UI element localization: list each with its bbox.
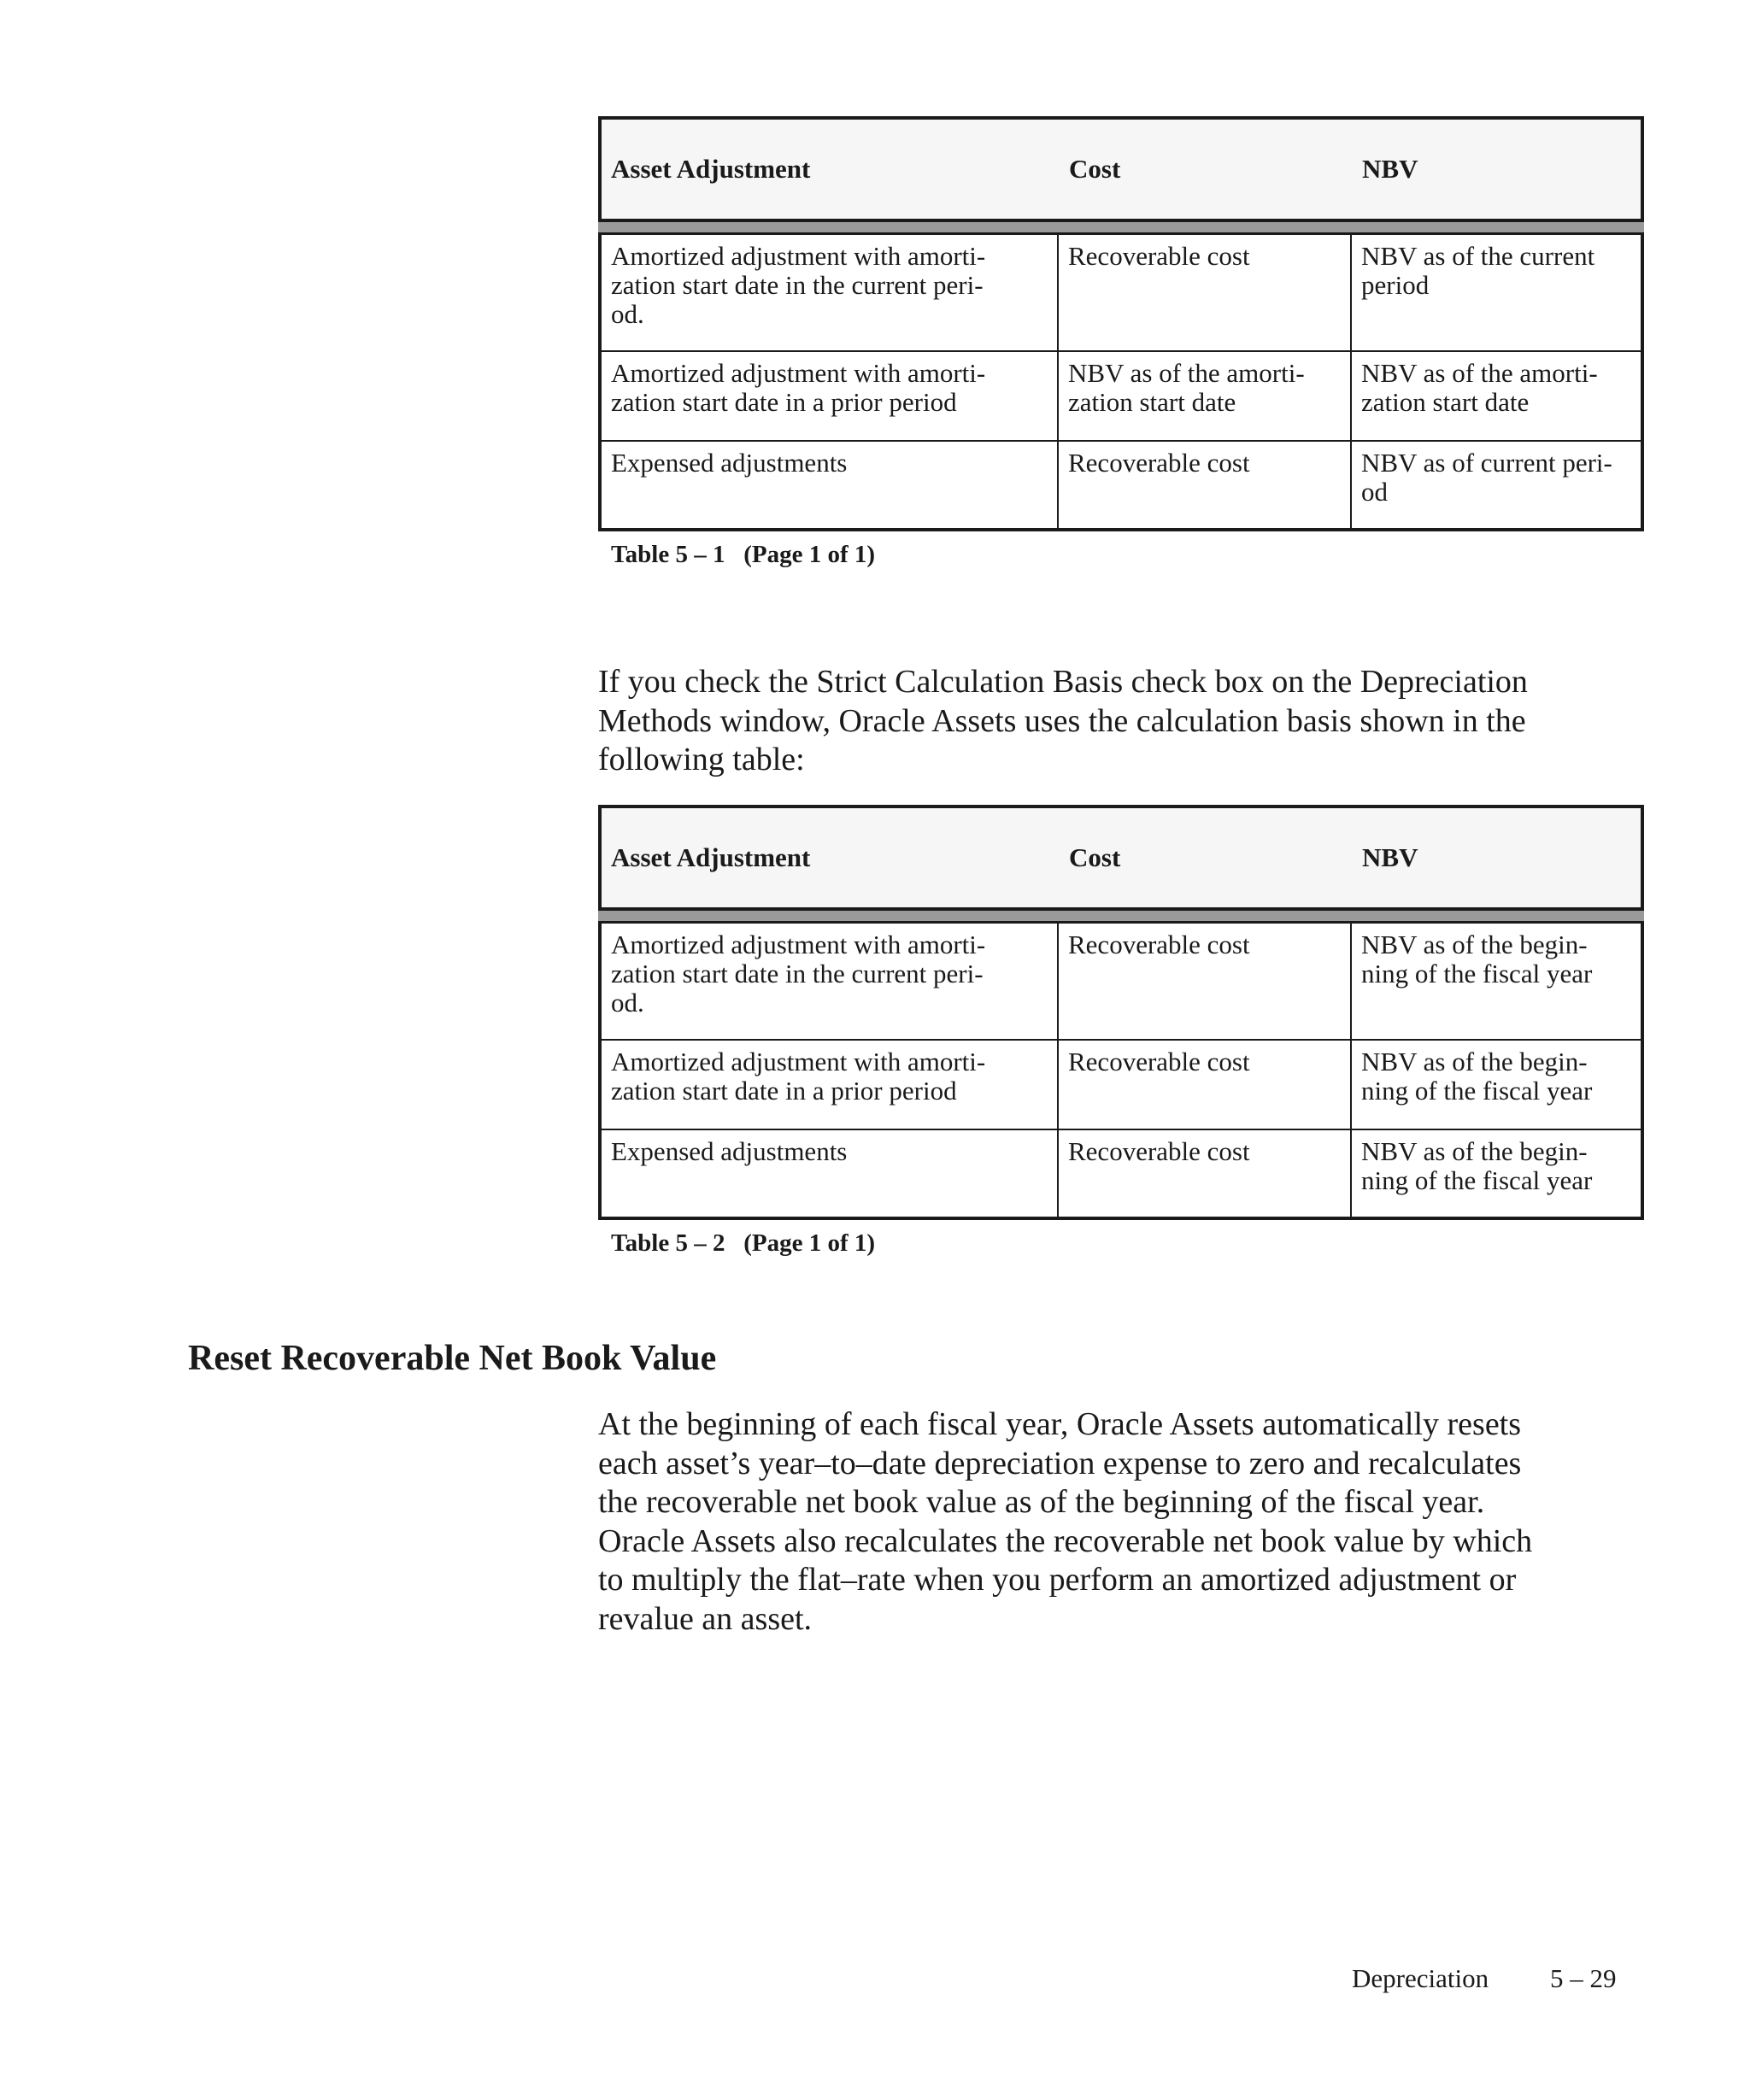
table-cell: Recoverable cost: [1059, 442, 1352, 528]
table-header: [598, 805, 1644, 911]
table-cell: NBV as of the current period: [1361, 241, 1595, 300]
column-header-asset-adjustment: Asset Adjustment: [611, 154, 811, 184]
section-body: At the beginning of each fiscal year, Oracle Assets automatically resets each asset’s year–to–date depreciation expense to zero and recalculates the recoverable net book value as of the beginning of the fiscal year. Oracle Assets also recalculates the recoverable net book value by which to multiply the flat–rate when you perform an amortized adjustment or revalue an asset.: [598, 1406, 1533, 1637]
table-cell: Expensed adjustments: [602, 1130, 1059, 1217]
table-cell: NBV as of the amorti- zation start date: [1361, 358, 1598, 417]
footer-page-number: 5 – 29: [1550, 1963, 1617, 1993]
header-separator: [598, 222, 1644, 232]
table-row: [602, 1039, 1641, 1129]
table-5-1: [598, 116, 1644, 569]
column-header-cost: Cost: [1069, 842, 1121, 872]
table-cell: Recoverable cost: [1059, 1130, 1352, 1217]
column-header-asset-adjustment: Asset Adjustment: [611, 842, 811, 872]
table-5-2: [598, 805, 1644, 1258]
table-cell: Recoverable cost: [1059, 1041, 1352, 1129]
table-row: [602, 350, 1641, 440]
intro-paragraph: If you check the Strict Calculation Basis check box on the Depreciation Methods window, Oracle Assets uses the calculation basis shown in the following table:: [598, 664, 1528, 777]
header-separator: [598, 911, 1644, 921]
section-heading: Reset Recoverable Net Book Value: [188, 1339, 717, 1378]
table-cell: Amortized adjustment with amorti- zation start date in a prior period: [602, 1041, 1059, 1129]
table-cell: Recoverable cost: [1059, 235, 1352, 350]
column-header-nbv: NBV: [1362, 842, 1418, 872]
table-cell: Amortized adjustment with amorti- zation start date in the current peri- od.: [602, 235, 1059, 350]
table-body: [598, 232, 1644, 531]
table-cell: NBV as of the amorti- zation start date: [1059, 352, 1352, 440]
table-cell: NBV as of the begin- ning of the fiscal year: [1361, 1136, 1593, 1195]
column-header-nbv: NBV: [1362, 154, 1418, 184]
table-cell: NBV as of current peri- od: [1361, 448, 1612, 507]
column-header-cost: Cost: [1069, 154, 1121, 184]
table-header: [598, 116, 1644, 222]
table-body: [598, 921, 1644, 1220]
table-row: [602, 440, 1641, 528]
table-cell: NBV as of the begin- ning of the fiscal year: [1361, 1047, 1593, 1106]
table-cell: Recoverable cost: [1059, 924, 1352, 1039]
table-row: [602, 235, 1641, 350]
table-row: [602, 924, 1641, 1039]
table-row: [602, 1129, 1641, 1217]
table-cell: Amortized adjustment with amorti- zation start date in a prior period: [602, 352, 1059, 440]
table-caption: Table 5 – 1 (Page 1 of 1): [611, 541, 876, 568]
table-cell: Expensed adjustments: [602, 442, 1059, 528]
table-cell: NBV as of the begin- ning of the fiscal year: [1361, 930, 1593, 988]
table-cell: Amortized adjustment with amorti- zation start date in the current peri- od.: [602, 924, 1059, 1039]
footer-section-name: Depreciation: [1352, 1963, 1489, 1993]
table-caption: Table 5 – 2 (Page 1 of 1): [611, 1229, 876, 1257]
